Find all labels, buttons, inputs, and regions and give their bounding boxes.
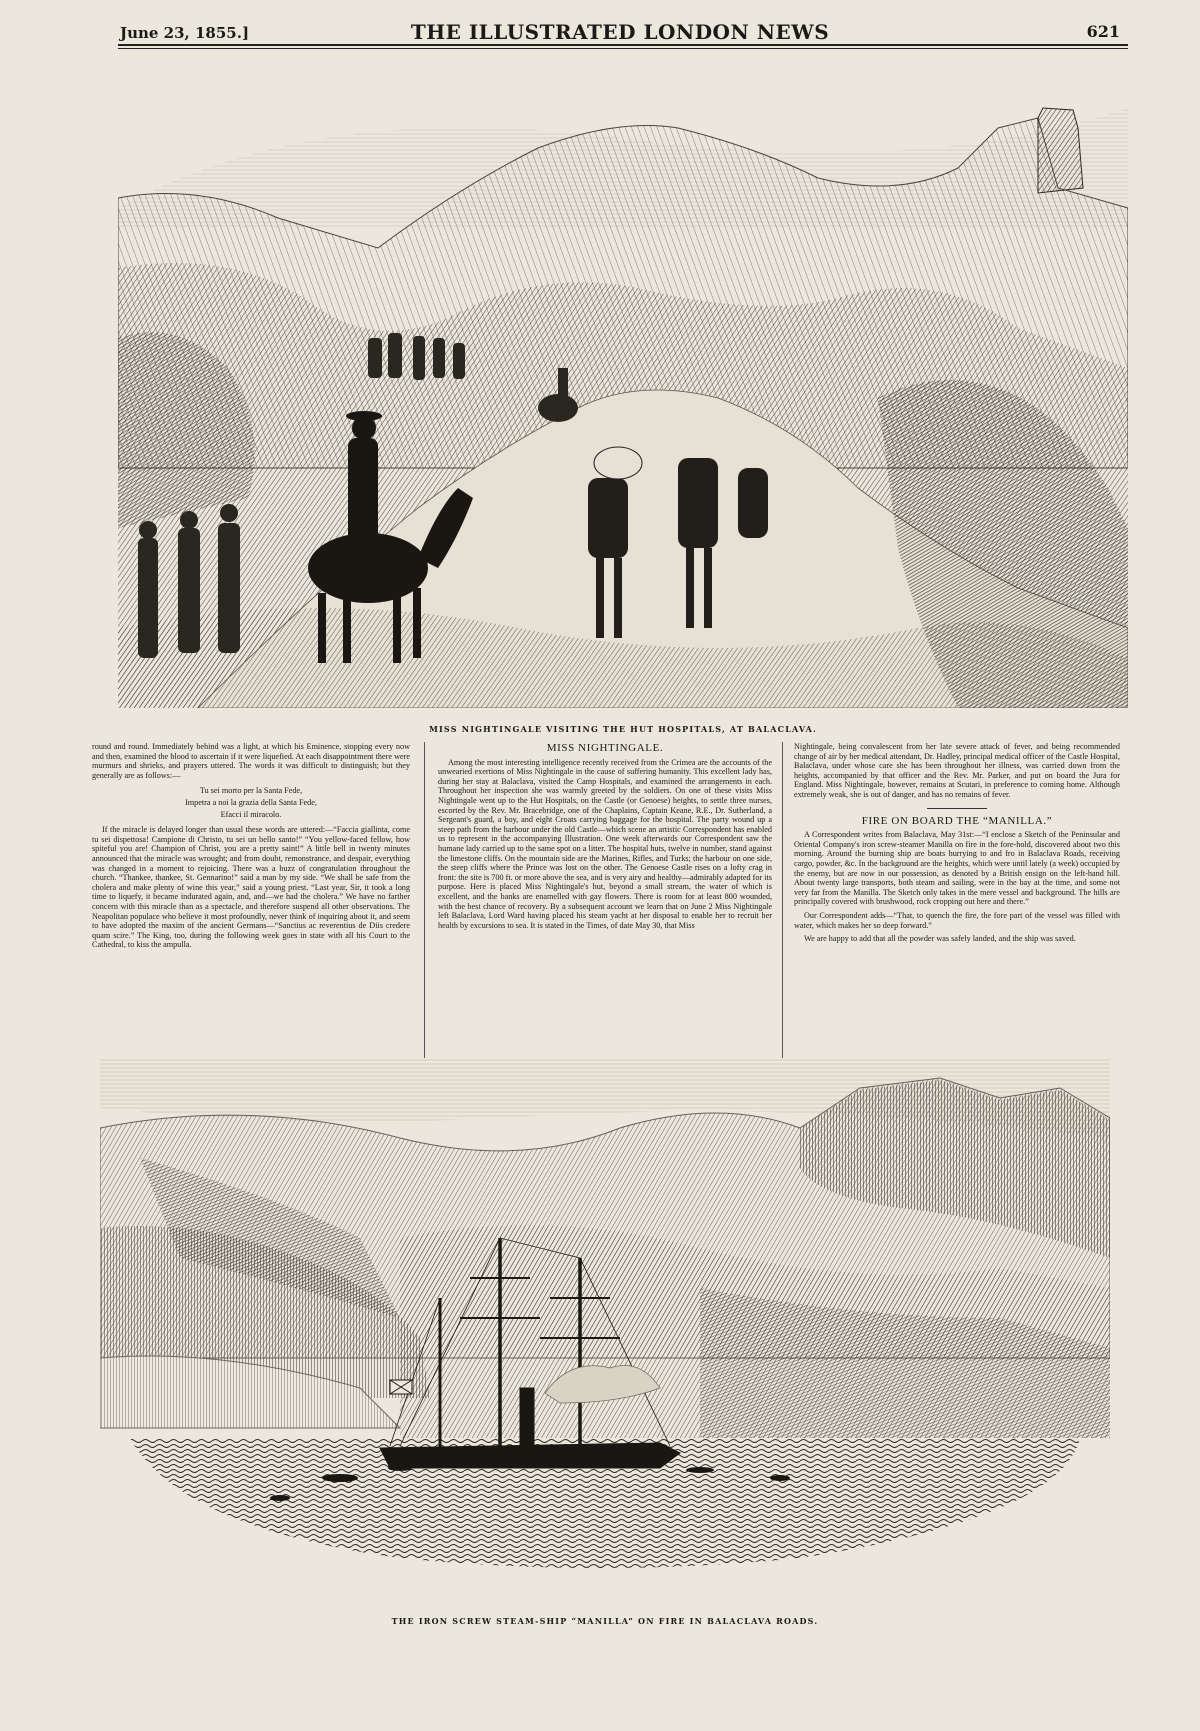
page-number: 621	[1086, 22, 1120, 41]
issue-date: June 23, 1855.]	[120, 24, 250, 42]
column1-paragraph-2: If the miracle is delayed longer than usual these words are uttered:—“Faccia giallinta, come tu sei dispettosa! Campione di Christo, tu sei un bello santo!” “You yellow-faced fellow, how spiteful you are! Champion of Christ, you are a pretty saint!” A little bell in twenty minutes announced that the miracle was wrought; and from doubt, remonstrance, and despair, everything was changed in a moment to rejoicing. There was a buzz of congratulation throughout the church. “Thankee, thankee, St. Gennarino!” said a man by my side. “We shall be safe from the cholera and make plenty of wine this year,” said a young priest. “Last year, Sir, it took a long time to liquefy, it became indurated again, and, and—we had the cholera.” We have no farther concern with this miracle than as a spectacle, and therefore suspend all other observations. The Neapolitan populace who believe it most profoundly, never think of inquiring about it, and seem to have adopted the maxim of the ancient Germans—“Sanctius ac reverentius de Diis credere quam scire.” The King, too, during the following week goes in state with all his Court to the Cathedral, to kiss the ampulla.	[92, 825, 410, 950]
column3-paragraph-3: Our Correspondent adds—“That, to quench the fire, the fore part of the vessel was filled with water, which makes her so deep forward.”	[794, 910, 1120, 930]
article-column-3	[794, 742, 1120, 948]
nightingale-engraving	[118, 68, 1128, 708]
section-divider	[927, 808, 987, 809]
manilla-engraving	[100, 1058, 1110, 1630]
poem-line-1: Tu sei morto per la Santa Fede,	[199, 786, 303, 796]
manilla-heading: FIRE ON BOARD THE “MANILLA.”	[861, 814, 1053, 827]
poem-line-3: Efacci il miracolo.	[220, 809, 282, 819]
column-divider-2	[782, 742, 783, 1062]
column3-paragraph-1: Nightingale, being convalescent from her late severe attack of fever, and being recommended change of air by her medical attendant, Dr. Hadley, principal medical officer of the Castle Hospital, Balaclava, under whose care she has been throughout her illness, was carried down from the heights, accompanied by that officer and the Rev. Mr. Parker, and put on board the Jura for England. Miss Nightingale, however, remains at Scutari, in preference to coming home. Although extremely weak, she is out of danger, and has no remains of fever.	[794, 742, 1120, 799]
article-column-2	[438, 742, 772, 934]
column-divider-1	[424, 742, 425, 1062]
newspaper-title: THE ILLUSTRATED LONDON NEWS	[410, 20, 830, 44]
article-column-1	[92, 742, 410, 954]
header-rule-thin	[118, 48, 1128, 49]
bottom-illustration-caption: THE IRON SCREW STEAM-SHIP “MANILLA” ON FIRE IN BALACLAVA ROADS.	[391, 1616, 819, 1626]
column2-paragraph-1: Among the most interesting intelligence recently received from the Crimea are the accounts of the unwearied exertions of Miss Nightingale in the cause of suffering humanity. This excellent lady has, during her stay at Balaclava, visited the Camp Hospitals, and examined the arrangements in each. Throughout her inspection she was warmly greeted by the soldiers. On one of these visits Miss Nightingale went up to the Hut Hospitals, on the Castle (or Genoese) heights, to settle three nurses, escorted by the Rev. Mr. Bracebridge, one of the Chaplains, Captain Keane, R.E., Dr. Sutherland, a Sergeant's guard, a boy, and eight Croats carrying baggage for the hospital. The party wound up a steep path from the harbour under the old Castle—which scene an artistic Correspondent has enabled us to represent in the accompanying Illustration. One week afterwards our Correspondent saw the humane lady carried up to the same spot on a litter. The hospital huts, twelve in number, stand against the limestone cliffs. On the mountain side are the Marines, Rifles, and Turks; the harbour on one side, the steep cliffs where the Prince was lost on the other. The Genoese Castle rises on a lofty crag in front: the site is 700 ft. or more above the sea, and is very airy and healthy—admirably adapted for its purpose. Here is placed Miss Nightingale's hut, beyond a small stream, the water of which is excellent, and the banks are enamelled with gay flowers. There is room for at least 800 wounded, with the best chance of recovery. By a subsequent account we learn that on June 2 Miss Nightingale left Balaclava, Lord Ward having placed his steam yacht at her disposal to enable her to recruit her health by excursions to sea. It is stated in the Times, of date May 30, that Miss	[438, 757, 772, 930]
column3-paragraph-4: We are happy to add that all the powder was safely landed, and the ship was saved.	[804, 934, 1076, 944]
poem-line-2: Impetra a noi la grazia della Santa Fede,	[185, 797, 317, 807]
top-illustration-caption: MISS NIGHTINGALE VISITING THE HUT HOSPITALS, AT BALACLAVA.	[428, 724, 818, 734]
column3-paragraph-2: A Correspondent writes from Balaclava, May 31st:—“I enclose a Sketch of the Peninsular and Oriental Company's iron screw-steamer Manilla on fire in the fore-hold, discovered about two this morning. Around the burning ship are boats hurrying to and fro in Balaclava Roads, receiving cargo, powder, &c. In the background are the heights, which were until lately (a week) occupied by the enemy, but are now in our possession, as denoted by a British ensign on the left-hand hill. About twenty large transports, both steam and sailing, were in the bay at the time, and some not very far from the Manilla. The Sketch only takes in the mere vessel and background. The hills are principally covered with brushwood, rock cropping out here and there.”	[794, 830, 1120, 907]
soldiers-group	[138, 504, 240, 658]
nightingale-heading: MISS NIGHTINGALE.	[546, 742, 664, 754]
manilla-illustration	[100, 1058, 1110, 1630]
header-rule	[118, 44, 1128, 46]
nightingale-illustration	[118, 68, 1128, 708]
column1-paragraph-1: round and round. Immediately behind was a light, at which his Eminence, stopping every now and then, examined the blood to ascertain if it were liquefied. At each disappointment there were murmurs and shrieks, and prayers uttered. The words it was difficult to distinguish; but they generally are as follows:—	[92, 742, 410, 780]
